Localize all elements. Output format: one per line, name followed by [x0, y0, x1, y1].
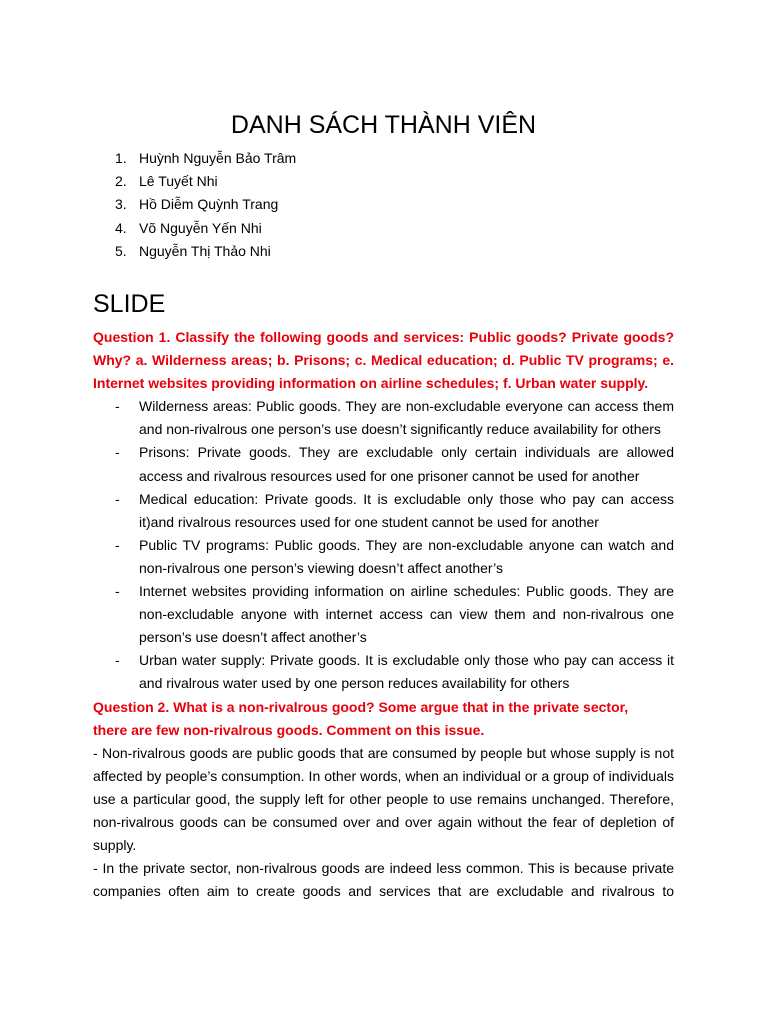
member-name: Nguyễn Thị Thảo Nhi: [139, 242, 271, 259]
member-number: 2.: [115, 173, 127, 190]
answer-text: Medical education: Private goods. It is excludable only those who pay can access it)and rivalrous resources used for one student cannot be used for another: [139, 490, 674, 530]
answer-item: [93, 580, 674, 649]
answer-list: [93, 395, 674, 695]
member-number: 1.: [115, 150, 127, 166]
bullet-dash: -: [115, 536, 120, 553]
bullet-dash: -: [115, 398, 120, 415]
member-number: 4.: [115, 219, 127, 236]
answer-text: Public TV programs: Public goods. They are non-excludable anyone can watch and non-rivalrous one person’s viewing doesn’t affect another’s: [139, 536, 674, 576]
answer-2-paragraph: - In the private sector, non-rivalrous goods are indeed less common. This is because private companies often aim to create goods and services that are excludable and rivalrous to: [93, 860, 674, 900]
bullet-dash: -: [115, 652, 120, 669]
answer-text: Wilderness areas: Public goods. They are non-excludable everyone can access them and non-rivalrous one person’s use doesn’t significantly reduce availability for others: [139, 398, 674, 438]
answer-text: Prisons: Private goods. They are excludable only certain individuals are allowed access and rivalrous resources used for one prisoner cannot be used for another: [139, 444, 674, 484]
answer-item: [93, 488, 674, 534]
answer-item: [93, 649, 674, 695]
member-name: Võ Nguyễn Yến Nhi: [139, 219, 262, 236]
answer-text: Urban water supply: Private goods. It is excludable only those who pay can access it and rivalrous water used by one person reduces availability for others: [139, 652, 674, 692]
member-name: Lê Tuyết Nhi: [139, 173, 218, 190]
member-number: 5.: [115, 242, 127, 259]
member-name: Hồ Diễm Quỳnh Trang: [139, 196, 279, 213]
document-body: [93, 326, 674, 903]
document-title: DANH SÁCH THÀNH VIÊN: [230, 111, 537, 139]
answer-item: [93, 395, 674, 441]
answer-text: Internet websites providing information on airline schedules: Public goods. They are non-excludable anyone with internet access can view them and non-rivalrous one person’s use doesn’t affect another’s: [139, 583, 674, 646]
member-name: Huỳnh Nguyễn Bảo Trâm: [139, 150, 297, 166]
answer-2-paragraph: - Non-rivalrous goods are public goods that are consumed by people but whose supply is not affected by people’s consumption. In other words, when an individual or a group of individuals use a particular good, the supply left for other people to use remains unchanged. Therefore, non-rivalrous goods can be consumed over and over again without the fear of depletion of supply.: [93, 744, 674, 854]
question-1: Question 1. Classify the following goods and services: Public goods? Private goods? Why? a. Wilderness areas; b. Prisons; c. Medical education; d. Public TV programs; e. Internet websites providing information on airline schedules; f. Urban water supply.: [93, 329, 674, 392]
question-2-line-2: there are few non-rivalrous goods. Comment on this issue.: [93, 721, 485, 738]
bullet-dash: -: [115, 444, 120, 461]
section-heading: SLIDE: [93, 290, 166, 318]
member-number: 3.: [115, 196, 127, 213]
answer-item: [93, 534, 674, 580]
answer-item: [93, 441, 674, 487]
question-2-line-1: Question 2. What is a non-rivalrous good? Some argue that in the private sector,: [93, 698, 629, 715]
bullet-dash: -: [115, 583, 120, 600]
bullet-dash: -: [115, 490, 120, 507]
